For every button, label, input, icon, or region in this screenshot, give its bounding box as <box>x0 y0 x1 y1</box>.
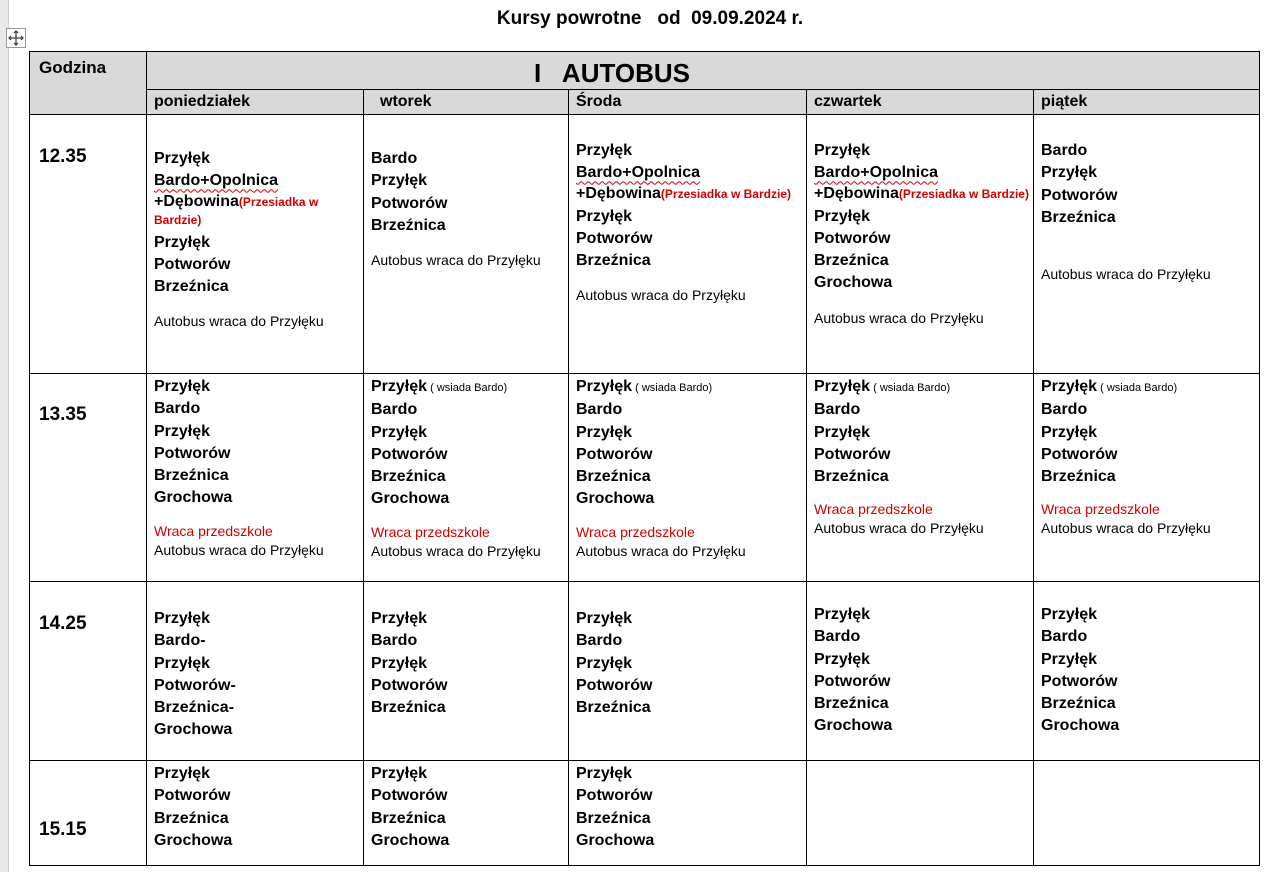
stop-name: Grochowa <box>814 274 893 292</box>
stop-name: Potworów <box>371 194 448 212</box>
day-header: Środa <box>576 93 622 110</box>
column-divider <box>806 89 807 865</box>
stop-name: Brzeźnica <box>1041 468 1116 486</box>
bus-return-note: Autobus wraca do Przyłęku <box>576 542 746 559</box>
stop-name: Grochowa <box>814 717 893 735</box>
stop-name: Przyłęk <box>154 765 211 782</box>
preschool-return-note: Wraca przedszkole <box>371 523 490 540</box>
stop-name: Grochowa <box>576 831 655 849</box>
stop-name: Brzeźnica <box>371 216 446 234</box>
stop-name: Bardo <box>814 628 861 646</box>
stop-name: Brzeźnica <box>814 468 889 486</box>
stop-name: Potworów <box>576 445 653 463</box>
stop-name: Brzeźnica <box>371 468 446 486</box>
stop-name: Potworów <box>154 444 231 462</box>
stop-name: Grochowa <box>154 489 233 507</box>
schedule-cell <box>1041 604 1255 738</box>
day-header: piątek <box>1041 93 1088 110</box>
stop-name: Brzeźnica <box>1041 695 1116 713</box>
stop-name: Brzeźnica <box>814 695 889 713</box>
stop-name: Brzeźnica <box>154 467 229 485</box>
stop-name: Brzeźnica <box>371 809 446 827</box>
stop-name: Przyłęk <box>154 422 211 440</box>
stop-name: Bardo <box>814 401 861 419</box>
stop-name: Potworów <box>371 787 448 805</box>
stop-name: Brzeźnica <box>814 252 889 270</box>
column-divider <box>568 89 569 865</box>
bus-return-note: Autobus wraca do Przyłęku <box>154 541 324 558</box>
stop-name: Przyłęk <box>1041 423 1098 441</box>
stop-name: Przyłęk <box>576 654 633 672</box>
time-cell: 12.35 <box>39 146 87 167</box>
schedule-cell <box>371 376 564 561</box>
stop-name: Bardo <box>371 401 418 419</box>
stop-name: Potworów <box>371 445 448 463</box>
stop-name: Przyłęk <box>576 142 633 159</box>
bus-return-note: Autobus wraca do Przyłęku <box>814 520 984 537</box>
row-divider <box>30 114 1259 115</box>
day-header: wtorek <box>380 93 432 110</box>
column-divider <box>363 89 364 865</box>
stop-name: Bardo <box>154 400 201 418</box>
stop-name: Przyłęk ( wsiada Bardo) <box>576 378 713 395</box>
stop-name: Bardo- <box>154 632 206 650</box>
row-divider <box>30 581 1259 582</box>
stop-name: Grochowa <box>371 831 450 849</box>
day-header: czwartek <box>814 93 882 110</box>
stop-name: Przyłęk <box>576 610 633 627</box>
stop-name: Potworów <box>576 676 653 694</box>
schedule-table <box>29 51 1260 866</box>
stop-name: Przyłęk <box>1041 650 1098 668</box>
table-move-handle[interactable] <box>6 28 26 48</box>
header-days-bg <box>147 90 1259 114</box>
stop-name: Brzeźnica- <box>154 699 235 717</box>
column-divider <box>1033 89 1034 865</box>
stop-name: Bardo <box>1041 142 1088 159</box>
preschool-return-note: Wraca przedszkole <box>1041 501 1160 518</box>
row-divider <box>30 373 1259 374</box>
stop-name: +Dębowina(Przesiadka w Bardzie) <box>576 184 791 202</box>
stop-name: Przyłęk ( wsiada Bardo) <box>814 378 951 395</box>
stop-name: Przyłęk <box>371 765 428 782</box>
stop-name: Brzeźnica <box>154 809 229 827</box>
stop-name: Przyłęk <box>371 654 428 672</box>
stop-name: Przyłęk <box>814 650 871 668</box>
stop-name: Potworów <box>1041 445 1118 463</box>
schedule-cell <box>154 376 359 560</box>
stop-name: Potworów- <box>154 676 236 694</box>
bus-return-note: Autobus wraca do Przyłęku <box>1041 266 1211 283</box>
stop-name: Bardo+Opolnica <box>814 164 939 182</box>
schedule-cell <box>814 376 1029 538</box>
stop-name: Przyłęk ( wsiada Bardo) <box>1041 378 1178 395</box>
stop-name: Bardo <box>371 632 418 650</box>
stop-name: Przyłęk <box>814 423 871 441</box>
schedule-cell <box>371 608 564 719</box>
stop-name: Przyłęk <box>576 765 633 782</box>
header-hour-label: Godzina <box>39 58 107 77</box>
bus-return-note: Autobus wraca do Przyłęku <box>576 287 746 304</box>
time-cell: 13.35 <box>39 404 87 425</box>
stop-name: Przyłęk <box>154 150 211 167</box>
stop-name: Przyłęk <box>814 207 871 225</box>
stop-name: Potworów <box>1041 672 1118 690</box>
stop-name: Przyłęk <box>576 423 633 441</box>
stop-name: Potworów <box>1041 186 1118 204</box>
schedule-cell <box>814 604 1029 738</box>
time-cell: 15.15 <box>39 819 87 840</box>
schedule-cell <box>154 608 359 742</box>
page-left-margin <box>0 0 9 872</box>
preschool-return-note: Wraca przedszkole <box>154 522 273 539</box>
row-divider <box>30 760 1259 761</box>
schedule-cell <box>154 763 359 852</box>
stop-name: Brzeźnica <box>1041 208 1116 226</box>
stop-name: Potworów <box>576 787 653 805</box>
stop-name: Przyłęk <box>1041 606 1098 623</box>
stop-name: Potworów <box>154 255 231 273</box>
stop-name: Potworów <box>814 445 891 463</box>
schedule-cell <box>576 763 802 852</box>
stop-name: Przyłęk <box>814 142 871 159</box>
stop-name: Przyłęk <box>154 654 211 672</box>
bus-return-note: Autobus wraca do Przyłęku <box>371 542 541 559</box>
stop-name: Potworów <box>371 676 448 694</box>
bus-return-note: Autobus wraca do Przyłęku <box>1041 520 1211 537</box>
stop-name: Przyłęk <box>154 610 211 627</box>
stop-name: +Dębowina(Przesiadka w Bardzie) <box>814 184 1029 202</box>
stop-name: Grochowa <box>1041 717 1120 735</box>
stop-name: Grochowa <box>371 490 450 508</box>
stop-name: Przyłęk <box>1041 164 1098 182</box>
stop-name: Brzeźnica <box>371 699 446 717</box>
stop-name: Bardo <box>1041 401 1088 419</box>
stop-name: Bardo <box>1041 628 1088 646</box>
schedule-cell <box>1041 140 1255 284</box>
stop-name: Bardo <box>371 150 418 167</box>
stop-name: Przyłęk ( wsiada Bardo) <box>371 378 508 395</box>
stop-name: Bardo <box>576 632 623 650</box>
stop-name: Przyłęk <box>371 172 428 190</box>
transfer-note: (Przesiadka w Bardzie) <box>154 194 319 227</box>
schedule-cell <box>576 140 802 305</box>
preschool-return-note: Wraca przedszkole <box>576 523 695 540</box>
transfer-note: (Przesiadka w Bardzie) <box>898 186 1029 201</box>
row-divider <box>146 89 1259 90</box>
day-header: poniedziałek <box>154 93 251 110</box>
schedule-cell <box>576 608 802 719</box>
stop-name: Brzeźnica <box>576 699 651 717</box>
transfer-note: (Przesiadka w Bardzie) <box>660 186 791 201</box>
stop-name: Potworów <box>154 787 231 805</box>
schedule-cell <box>371 148 564 270</box>
stop-name: Grochowa <box>576 490 655 508</box>
stop-name: Bardo+Opolnica <box>576 164 701 182</box>
boarding-note: ( wsiada Bardo) <box>870 382 951 394</box>
boarding-note: ( wsiada Bardo) <box>632 382 713 394</box>
stop-name: Przyłęk <box>154 378 211 395</box>
stop-name: Przyłęk <box>371 423 428 441</box>
stop-name: Przyłęk <box>576 207 633 225</box>
column-divider <box>146 52 147 865</box>
stop-name: Bardo+Opolnica <box>154 172 279 190</box>
schedule-cell <box>1041 376 1255 538</box>
bus-return-note: Autobus wraca do Przyłęku <box>154 313 324 330</box>
page-title: Kursy powrotne od 09.09.2024 r. <box>496 8 804 29</box>
preschool-return-note: Wraca przedszkole <box>814 501 933 518</box>
schedule-cell <box>814 140 1029 328</box>
header-bus-label: I AUTOBUS <box>534 58 691 88</box>
header-bus-bg <box>147 52 1259 89</box>
stop-name: Potworów <box>814 672 891 690</box>
bus-return-note: Autobus wraca do Przyłęku <box>371 252 541 269</box>
stop-name: +Dębowina(Przesiadka w Bardzie) <box>154 192 319 227</box>
boarding-note: ( wsiada Bardo) <box>1097 382 1178 394</box>
stop-name: Przyłęk <box>814 606 871 623</box>
boarding-note: ( wsiada Bardo) <box>427 382 508 394</box>
stop-name: Brzeźnica <box>154 278 229 296</box>
stop-name: Brzeźnica <box>576 809 651 827</box>
bus-return-note: Autobus wraca do Przyłęku <box>814 309 984 326</box>
stop-name: Przyłęk <box>154 233 211 251</box>
stop-name: Bardo <box>576 401 623 419</box>
stop-name: Grochowa <box>154 721 233 739</box>
stop-name: Brzeźnica <box>576 252 651 270</box>
schedule-cell <box>371 763 564 852</box>
time-cell: 14.25 <box>39 613 87 634</box>
stop-name: Brzeźnica <box>576 468 651 486</box>
stop-name: Potworów <box>576 229 653 247</box>
stop-name: Grochowa <box>154 831 233 849</box>
schedule-cell <box>576 376 802 561</box>
stop-name: Potworów <box>814 229 891 247</box>
schedule-cell <box>154 148 359 331</box>
stop-name: Przyłęk <box>371 610 428 627</box>
move-icon <box>7 29 25 47</box>
